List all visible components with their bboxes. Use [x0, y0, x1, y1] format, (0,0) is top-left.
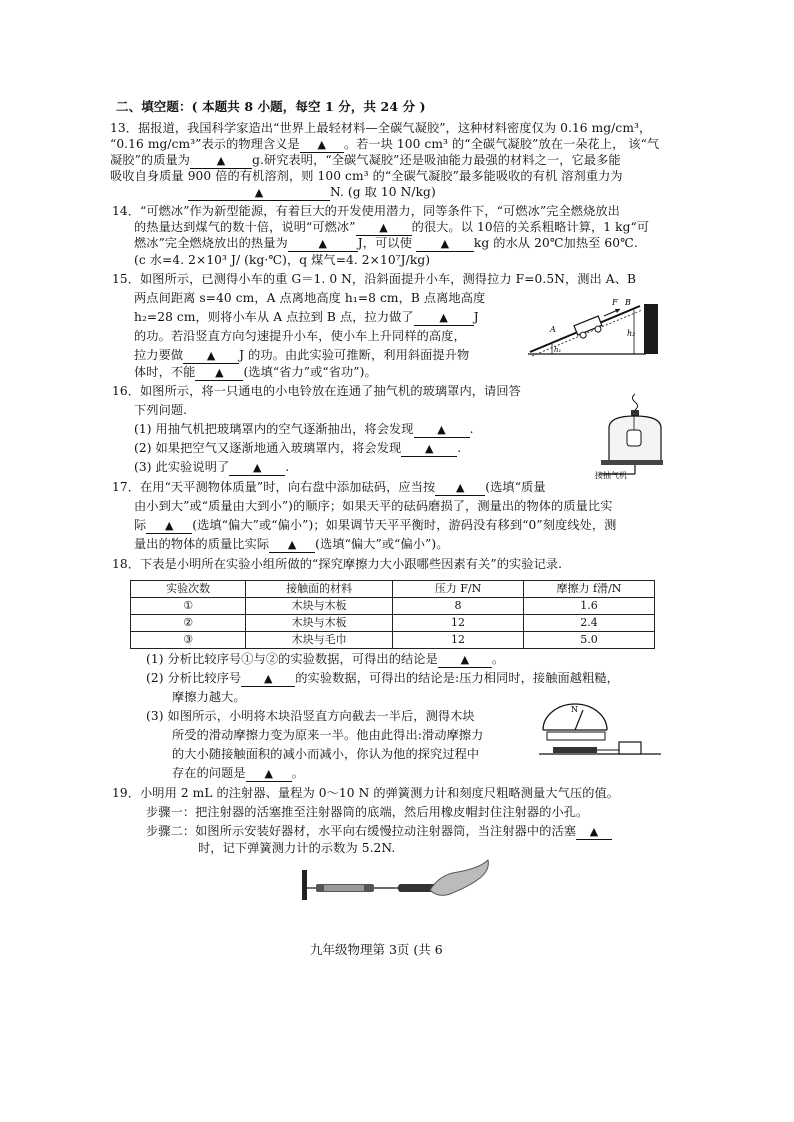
- q17-blank-1[interactable]: [435, 480, 485, 496]
- spring-scale: [553, 747, 597, 753]
- q19-step2b: 时，记下弹簧测力计的示数为 5.2N.: [198, 841, 396, 855]
- q13-blank-2[interactable]: [190, 153, 252, 169]
- q13-text: N. (g 取 10 N/kg): [330, 185, 436, 199]
- blank-mark: ▲: [254, 186, 264, 199]
- q17-line3: [134, 517, 616, 534]
- q17-line2: 由小到大”或“质量由大到小”)的顺序；如果天平的砝码磨损了，测量出的物体的质量比实: [134, 499, 613, 513]
- q16-line5: [134, 459, 289, 476]
- q18-blank-3[interactable]: [246, 766, 292, 782]
- scale-ruler: [547, 732, 605, 740]
- q17-text: 际: [134, 518, 147, 532]
- support-block: [644, 304, 658, 354]
- label-h1: h₁: [554, 346, 562, 354]
- q15-text: h₂=28 cm，则将小车从 A 点拉到 B 点，拉力做了: [134, 310, 414, 324]
- q15-text: J 的功。由此实验可推断，利用斜面提升物: [239, 348, 470, 362]
- q18-s3c: 的大小随接触面积的减小而减小，你认为他的探究过程中: [172, 747, 480, 761]
- q14-text: 的很大。以 10倍的关系粗略计算，1 kg“可: [411, 220, 650, 234]
- q13-text: “0.16 mg/cm³”表示的物理含义是: [110, 137, 300, 151]
- q15-blank-3[interactable]: [195, 365, 243, 381]
- table-cell: 12: [392, 615, 523, 632]
- label-f: F: [612, 298, 618, 307]
- page-footer: 九年级物理第 3页 (共 6: [310, 942, 443, 957]
- wire-icon: [633, 394, 638, 410]
- pump-label: 接抽气机: [595, 471, 627, 480]
- q13-text: 凝胶”的质量为: [110, 153, 191, 167]
- syringe-figure: [302, 858, 492, 904]
- q14-text: J，可以使: [357, 236, 412, 250]
- table-cell: 5.0: [523, 632, 654, 649]
- table-cell: 1.6: [523, 598, 654, 615]
- q13-text: g.研究表明，“全碳气凝胶”还是吸油能力最强的材料之一，它最多能: [252, 153, 621, 167]
- q15-text: 拉力要做: [134, 348, 184, 362]
- incline-hatch: [532, 310, 642, 356]
- q17-text: 量出的物体的质量比实际: [134, 537, 270, 551]
- q17-line4: [134, 536, 449, 553]
- q15-line1: 15．如图所示，已测得小车的重 G＝1. 0 N，沿斜面提升小车，测得拉力 F=0.5N，测出 A、B: [112, 272, 637, 286]
- q16-line4: [134, 440, 461, 457]
- table-cell: ①: [131, 598, 246, 615]
- table-header: 摩擦力 f滑/N: [523, 581, 654, 598]
- q15-line2: 两点间距离 s=40 cm，A 点离地高度 h₁=8 cm，B 点离地高度: [134, 291, 486, 305]
- q13-line5: [110, 184, 436, 201]
- q16-line3: [134, 421, 474, 438]
- table-row: [131, 598, 655, 615]
- table-cell: 木块与木板: [246, 615, 393, 632]
- experiment-table: [130, 580, 655, 649]
- q15-line4: 的功。若沿竖直方向匀速提升小车，使小车上升同样的高度，: [134, 329, 466, 343]
- table-cell: 2.4: [523, 615, 654, 632]
- q18-text: (1) 分析比较序号①与②的实验数据，可得出的结论是: [146, 652, 438, 666]
- label-a: A: [550, 325, 556, 334]
- q18-s3a: (3) 如图所示，小明将木块沿竖直方向截去一半后，测得木块: [146, 709, 475, 723]
- q16-text: (1) 用抽气机把玻璃罩内的空气逐渐抽出，将会发现: [134, 422, 414, 436]
- q14-blank-1[interactable]: [356, 220, 412, 236]
- q13-blank-3[interactable]: [188, 185, 330, 201]
- hand-icon: [430, 860, 488, 895]
- q16-text: .: [469, 422, 474, 436]
- q15-text: J: [473, 310, 479, 324]
- blank-mark: ▲: [460, 653, 470, 666]
- q14-blank-2[interactable]: [288, 236, 358, 252]
- q16-blank-1[interactable]: [414, 422, 470, 438]
- q14-line2: [134, 219, 649, 236]
- q15-line3: [134, 309, 479, 326]
- q14-text: 的热量达到煤气的数十倍，说明“可燃冰”: [134, 220, 356, 234]
- blank-mark: ▲: [206, 349, 216, 362]
- incline-figure: [528, 292, 668, 366]
- q16-line1: 16．如图所示，将一只通电的小电铃放在连通了抽气机的玻璃罩内，请回答: [112, 384, 521, 398]
- q16-text: (2) 如果把空气又逐渐地通入玻璃罩内，将会发现: [134, 441, 402, 455]
- q18-s3b: 所受的滑动摩擦力变为原来一半。他由此得出:滑动摩擦力: [172, 728, 484, 742]
- q15-line6: [134, 364, 377, 381]
- blank-mark: ▲: [287, 538, 297, 551]
- table-header-row: [131, 581, 655, 598]
- table-header: 实验次数: [131, 581, 246, 598]
- q14-line3: [134, 235, 638, 252]
- q18-text: 的实验数据，可得出的结论是:压力相同时，接触面越粗糙，: [295, 671, 619, 685]
- q14-line1: 14．“可燃冰”作为新型能源，有着巨大的开发使用潜力，同等条件下，“可燃冰”完全燃烧放出: [112, 204, 620, 218]
- q18-s1: [146, 651, 504, 668]
- section-title: 二、填空题：( 本题共 8 小题，每空 1 分，共 24 分 ): [116, 99, 426, 114]
- syringe-scale: [324, 885, 364, 891]
- dial-label-n: N: [571, 705, 578, 714]
- blank-mark: ▲: [440, 237, 450, 250]
- table-header: 压力 F/N: [392, 581, 523, 598]
- q17-text: 17．在用“天平测物体质量”时，向右盘中添加砝码，应当按: [112, 480, 436, 494]
- q17-text: (选填“偏大”或“偏小”)；如果调节天平平衡时，游码没有移到“0”刻度线处，测: [192, 518, 617, 532]
- q18-text: 。: [491, 652, 505, 666]
- blank-mark: ▲: [589, 825, 599, 838]
- blank-mark: ▲: [379, 221, 388, 234]
- q14-blank-3[interactable]: [416, 236, 474, 252]
- q14-line4: (c 水=4. 2×10³ J/ (kg·℃)，q 煤气=4. 2×10⁷J/kg): [134, 253, 431, 267]
- q18-text: 存在的问题是: [172, 766, 246, 780]
- table-cell: ③: [131, 632, 246, 649]
- jar-stopper: [631, 410, 639, 416]
- q18-line1: 18．下表是小明所在实验小组所做的“探究摩擦力大小跟哪些因素有关”的实验记录.: [112, 557, 563, 571]
- q15-blank-1[interactable]: [414, 310, 474, 326]
- table-header: 接触面的材料: [246, 581, 393, 598]
- q17-line1: [112, 479, 546, 496]
- q15-text: 体时，不能: [134, 365, 196, 379]
- q17-text: (选填“偏大”或“偏小”)。: [315, 537, 449, 551]
- q17-text: (选填“质量: [485, 480, 546, 494]
- q13-text: 。若一块 100 cm³ 的“全碳气凝胶”放在一朵花上， 该“气: [343, 137, 660, 151]
- q16-blank-3[interactable]: [229, 460, 285, 476]
- q16-text: .: [285, 460, 290, 474]
- bell-jar-figure: [595, 390, 665, 482]
- table-row: [131, 632, 655, 649]
- q13-line4: 吸收自身质量 900 倍的有机溶剂，则 100 cm³ 的“全碳气凝胶”最多能吸收的有机 溶剂重力为: [110, 169, 623, 183]
- blank-mark: ▲: [252, 461, 262, 474]
- q17-blank-3[interactable]: [269, 537, 315, 553]
- wood-block: [619, 742, 641, 754]
- blank-mark: ▲: [215, 366, 224, 379]
- q14-text: kg 的水从 20℃加热至 60℃.: [473, 236, 638, 250]
- q18-text: 。: [291, 766, 305, 780]
- blank-mark: ▲: [263, 672, 273, 685]
- label-h2: h₂: [627, 329, 636, 338]
- table-cell: 8: [392, 598, 523, 615]
- q18-text: (2) 分析比较序号: [146, 671, 242, 685]
- label-b: B: [625, 298, 631, 307]
- q14-text: 燃冰”完全燃烧放出的热量为: [134, 236, 288, 250]
- blank-mark: ▲: [216, 154, 226, 167]
- q18-s2: [146, 670, 619, 687]
- q16-text: (3) 此实验说明了: [134, 460, 230, 474]
- cart: [574, 316, 604, 340]
- table-cell: 木块与木板: [246, 598, 393, 615]
- q15-blank-2[interactable]: [183, 348, 239, 364]
- q16-text: .: [457, 441, 462, 455]
- q15-text: (选填“省力”或“省功”)。: [243, 365, 377, 379]
- blank-mark: ▲: [456, 481, 465, 494]
- bell-icon: [627, 430, 641, 446]
- q13-blank-1[interactable]: [300, 137, 344, 153]
- q15-line5: [134, 347, 469, 364]
- blank-mark: ▲: [264, 767, 274, 780]
- q18-blank-1[interactable]: [438, 652, 492, 668]
- q16-blank-2[interactable]: [401, 441, 457, 457]
- q13-line2: [110, 136, 659, 153]
- q18-s2c: 摩擦力越大。: [172, 690, 246, 704]
- table-row: [131, 615, 655, 632]
- table-cell: ②: [131, 615, 246, 632]
- blank-mark: ▲: [318, 237, 328, 250]
- q19-line1: 19．小明用 2 mL 的注射器、量程为 0～10 N 的弹簧测力计和刻度尺粗略测量大气压的值。: [112, 786, 620, 800]
- q16-line2: 下列问题.: [134, 403, 188, 417]
- q19-step1: 步骤一：把注射器的活塞推至注射器筒的底端，然后用橡皮帽封住注射器的小孔。: [146, 805, 589, 819]
- q18-blank-2[interactable]: [241, 671, 295, 687]
- wall-mount: [302, 870, 307, 900]
- blank-mark: ▲: [425, 442, 434, 455]
- q13-line1: 13．据报道，我国科学家造出“世界上最轻材料—全碳气凝胶”，这种材料密度仅为 0.16 mg/cm³，: [110, 121, 652, 135]
- jar-base: [601, 460, 663, 465]
- blank-mark: ▲: [437, 423, 446, 436]
- q19-blank-1[interactable]: [576, 824, 612, 840]
- table-cell: 木块与毛巾: [246, 632, 393, 649]
- table-cell: 12: [392, 632, 523, 649]
- q13-line3: [110, 152, 621, 169]
- q19-step2: [146, 823, 612, 840]
- friction-figure: [535, 700, 665, 766]
- q17-blank-2[interactable]: [146, 518, 192, 534]
- q18-s3d: [172, 765, 304, 782]
- q19-text: 步骤二：如图所示安装好器材，水平向右缓慢拉动注射器筒，当注射器中的活塞: [146, 824, 577, 838]
- blank-mark: ▲: [439, 311, 448, 324]
- blank-mark: ▲: [165, 519, 174, 532]
- blank-mark: ▲: [317, 138, 327, 151]
